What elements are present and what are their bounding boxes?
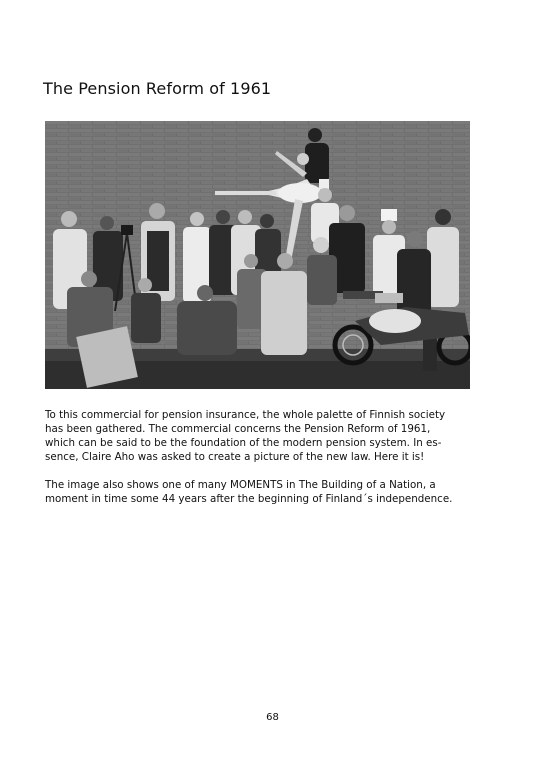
page-title: The Pension Reform of 1961	[43, 79, 272, 98]
paragraph-moments	[45, 478, 485, 506]
paragraph-commercial	[45, 408, 485, 464]
paragraph-line: moment in time some 44 years after the beginning of Finland´s independence.	[45, 493, 453, 505]
paragraph-line: To this commercial for pension insurance, the whole palette of Finnish society	[45, 409, 446, 421]
paragraph-line: sence, Claire Aho was asked to create a picture of the new law. Here it is!	[45, 451, 425, 463]
paragraph-line: which can be said to be the foundation of the modern pension system. In es-	[45, 437, 442, 449]
paragraph-line: has been gathered. The commercial concerns the Pension Reform of 1961,	[45, 423, 431, 435]
photograph-illustration	[45, 121, 470, 389]
paragraph-line: The image also shows one of many MOMENTS in The Building of a Nation, a	[45, 479, 436, 491]
page-number: 68	[266, 712, 279, 723]
group-photograph	[45, 121, 470, 389]
